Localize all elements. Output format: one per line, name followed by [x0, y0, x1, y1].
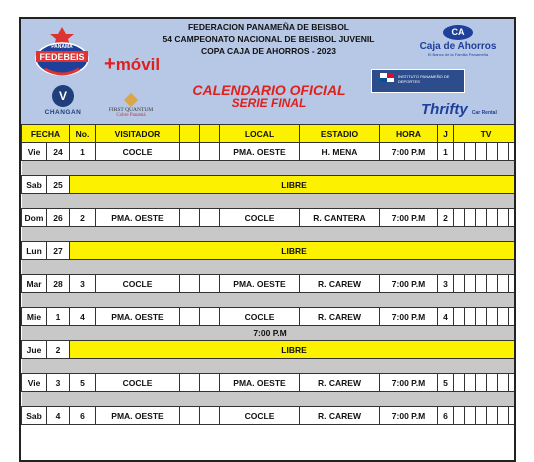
- tv-cell: [476, 308, 487, 326]
- visitor-cell: COCLE: [96, 143, 180, 161]
- date-cell: 1: [47, 308, 70, 326]
- libre-banner: LIBRE: [70, 242, 517, 260]
- col-header-blank: [180, 125, 200, 143]
- tv-cell: [487, 374, 498, 392]
- tv-cell: [465, 407, 476, 425]
- day-cell: Vie: [22, 374, 47, 392]
- tv-cell: [487, 407, 498, 425]
- calendar-subtitle: SERIE FINAL: [231, 96, 307, 110]
- col-header-no: No.: [70, 125, 96, 143]
- spacer-row: [22, 194, 517, 209]
- changan-emblem-icon: V: [52, 85, 74, 107]
- tv-cell: [498, 407, 509, 425]
- tv-cell: [454, 209, 465, 227]
- mas-movil-logo: +móvil: [104, 53, 161, 75]
- tv-cell: [465, 275, 476, 293]
- col-header-j: J: [438, 125, 454, 143]
- tv-cell: [465, 209, 476, 227]
- date-cell: 3: [47, 374, 70, 392]
- local-cell: COCLE: [220, 308, 300, 326]
- note-row: [22, 326, 517, 341]
- libre-banner: LIBRE: [70, 341, 517, 359]
- libre-banner: LIBRE: [70, 176, 517, 194]
- game-number-cell: 3: [70, 275, 96, 293]
- tv-cell: [476, 374, 487, 392]
- date-cell: 2: [47, 341, 70, 359]
- spacer-row: [22, 293, 517, 308]
- schedule-sheet: [19, 17, 516, 462]
- blank-cell: [200, 374, 220, 392]
- game-number-cell: 1: [70, 143, 96, 161]
- first-quantum-text: FIRST QUANTUM: [108, 107, 154, 113]
- title-line-3: COPA CAJA DE AHORROS - 2023: [201, 46, 336, 56]
- tv-cell: [454, 308, 465, 326]
- tv-cell: [487, 308, 498, 326]
- blank-cell: [180, 407, 200, 425]
- visitor-cell: COCLE: [96, 374, 180, 392]
- tv-cell: [498, 374, 509, 392]
- local-cell: PMA. OESTE: [220, 374, 300, 392]
- government-logo: [371, 69, 465, 93]
- thrifty-logo-text: Thrifty: [421, 101, 468, 118]
- spacer-cell: [22, 392, 517, 407]
- tv-cell: [476, 407, 487, 425]
- col-header-estadio: ESTADIO: [300, 125, 380, 143]
- thrifty-logo: [421, 101, 497, 118]
- spacer-cell: [22, 161, 517, 176]
- blank-cell: [200, 407, 220, 425]
- stadium-cell: R. CAREW: [300, 374, 380, 392]
- game-row: [22, 209, 517, 227]
- spacer-row: [22, 359, 517, 374]
- caja-name-text: Caja de Ahorros: [419, 41, 497, 52]
- day-cell: Mie: [22, 308, 47, 326]
- header-banner: [21, 19, 514, 124]
- off-day-row: [22, 341, 517, 359]
- stadium-cell: R. CAREW: [300, 407, 380, 425]
- spacer-cell: [22, 260, 517, 275]
- tv-cell: [465, 143, 476, 161]
- blank-cell: [180, 275, 200, 293]
- blank-cell: [180, 209, 200, 227]
- visitor-cell: PMA. OESTE: [96, 209, 180, 227]
- tv-cell: [498, 209, 509, 227]
- game-number-cell: 6: [70, 407, 96, 425]
- tv-cell: [509, 275, 517, 293]
- tv-cell: [487, 143, 498, 161]
- j-cell: 5: [438, 374, 454, 392]
- game-number-cell: 2: [70, 209, 96, 227]
- blank-cell: [200, 308, 220, 326]
- time-cell: 7:00 P.M: [380, 209, 438, 227]
- game-row: [22, 143, 517, 161]
- spacer-row: [22, 161, 517, 176]
- tv-cell: [509, 209, 517, 227]
- j-cell: 6: [438, 407, 454, 425]
- date-cell: 24: [47, 143, 70, 161]
- time-cell: 7:00 P.M: [380, 308, 438, 326]
- tv-cell: [498, 143, 509, 161]
- time-cell: 7:00 P.M: [380, 374, 438, 392]
- off-day-row: [22, 176, 517, 194]
- movil-logo-text: móvil: [115, 55, 161, 74]
- day-cell: Vie: [22, 143, 47, 161]
- game-row: [22, 275, 517, 293]
- spacer-cell: [22, 194, 517, 209]
- date-cell: 25: [47, 176, 70, 194]
- fedebeis-logo: [31, 25, 93, 81]
- tv-cell: [487, 209, 498, 227]
- col-header-local: LOCAL: [220, 125, 300, 143]
- day-cell: Sab: [22, 407, 47, 425]
- j-cell: 3: [438, 275, 454, 293]
- stadium-cell: H. MENA: [300, 143, 380, 161]
- date-cell: 27: [47, 242, 70, 260]
- tv-cell: [476, 143, 487, 161]
- tv-cell: [509, 407, 517, 425]
- tv-cell: [454, 407, 465, 425]
- tv-cell: [465, 308, 476, 326]
- local-cell: COCLE: [220, 407, 300, 425]
- blank-cell: [180, 143, 200, 161]
- first-quantum-mark-icon: [124, 93, 138, 107]
- time-cell: 7:00 P.M: [380, 143, 438, 161]
- game-number-cell: 4: [70, 308, 96, 326]
- fedebeis-logo-text: FEDEBEIS: [39, 52, 85, 62]
- tv-cell: [498, 275, 509, 293]
- blank-cell: [200, 209, 220, 227]
- fedebeis-logo-subtext: PANAMA: [51, 44, 73, 50]
- tv-cell: [465, 374, 476, 392]
- local-cell: PMA. OESTE: [220, 275, 300, 293]
- cobre-panama-text: Cobre Panamá: [116, 113, 146, 118]
- day-cell: Mar: [22, 275, 47, 293]
- col-header-visitador: VISITADOR: [96, 125, 180, 143]
- spacer-cell: [22, 227, 517, 242]
- tv-cell: [454, 275, 465, 293]
- blank-cell: [180, 308, 200, 326]
- date-cell: 26: [47, 209, 70, 227]
- spacer-cell: [22, 293, 517, 308]
- tv-cell: [454, 374, 465, 392]
- stadium-cell: R. CANTERA: [300, 209, 380, 227]
- caja-tagline-text: El Banco de la Familia Panameña: [427, 52, 489, 57]
- blank-cell: [200, 275, 220, 293]
- time-cell: 7:00 P.M: [380, 275, 438, 293]
- visitor-cell: COCLE: [96, 275, 180, 293]
- day-cell: Dom: [22, 209, 47, 227]
- calendar-title: CALENDARIO OFICIAL: [192, 82, 346, 98]
- tv-cell: [476, 275, 487, 293]
- off-day-row: [22, 242, 517, 260]
- j-cell: 1: [438, 143, 454, 161]
- spacer-row: [22, 260, 517, 275]
- panama-flag-icon: [380, 73, 394, 82]
- visitor-cell: PMA. OESTE: [96, 407, 180, 425]
- spacer-row: [22, 227, 517, 242]
- game-row: [22, 407, 517, 425]
- col-header-hora: HORA: [380, 125, 438, 143]
- tv-cell: [498, 308, 509, 326]
- col-header-fecha: FECHA: [22, 125, 70, 143]
- date-cell: 28: [47, 275, 70, 293]
- note-cell: 7:00 P.M: [22, 326, 517, 341]
- caja-oval-icon: CA: [443, 25, 473, 40]
- thrifty-logo-subtext: Car Rental: [471, 110, 497, 116]
- game-row: [22, 308, 517, 326]
- caja-de-ahorros-logo: [406, 25, 510, 57]
- local-cell: PMA. OESTE: [220, 143, 300, 161]
- table-header-row: [22, 125, 517, 143]
- blank-cell: [200, 143, 220, 161]
- tv-cell: [487, 275, 498, 293]
- title-line-1: FEDERACION PANAMEÑA DE BEISBOL: [187, 22, 350, 32]
- game-row: [22, 374, 517, 392]
- time-cell: 7:00 P.M: [380, 407, 438, 425]
- col-header-tv: TV: [454, 125, 517, 143]
- spacer-cell: [22, 359, 517, 374]
- stadium-cell: R. CAREW: [300, 275, 380, 293]
- j-cell: 4: [438, 308, 454, 326]
- col-header-blank: [200, 125, 220, 143]
- stadium-cell: R. CAREW: [300, 308, 380, 326]
- day-cell: Lun: [22, 242, 47, 260]
- day-cell: Jue: [22, 341, 47, 359]
- tv-cell: [454, 143, 465, 161]
- j-cell: 2: [438, 209, 454, 227]
- local-cell: COCLE: [220, 209, 300, 227]
- tv-cell: [509, 143, 517, 161]
- changan-logo: [39, 85, 87, 116]
- changan-logo-text: CHANGAN: [44, 109, 82, 116]
- schedule-table: [21, 124, 516, 425]
- spacer-row: [22, 392, 517, 407]
- visitor-cell: PMA. OESTE: [96, 308, 180, 326]
- date-cell: 4: [47, 407, 70, 425]
- day-cell: Sab: [22, 176, 47, 194]
- tv-cell: [509, 308, 517, 326]
- blank-cell: [180, 374, 200, 392]
- government-logo-text: INSTITUTO PANAMEÑO DE DEPORTES: [398, 74, 450, 84]
- tv-cell: [476, 209, 487, 227]
- tv-cell: [509, 374, 517, 392]
- title-line-2: 54 CAMPEONATO NACIONAL DE BEISBOL JUVENIL: [162, 34, 375, 44]
- game-number-cell: 5: [70, 374, 96, 392]
- header-title: [151, 21, 386, 57]
- first-quantum-logo: [101, 95, 161, 118]
